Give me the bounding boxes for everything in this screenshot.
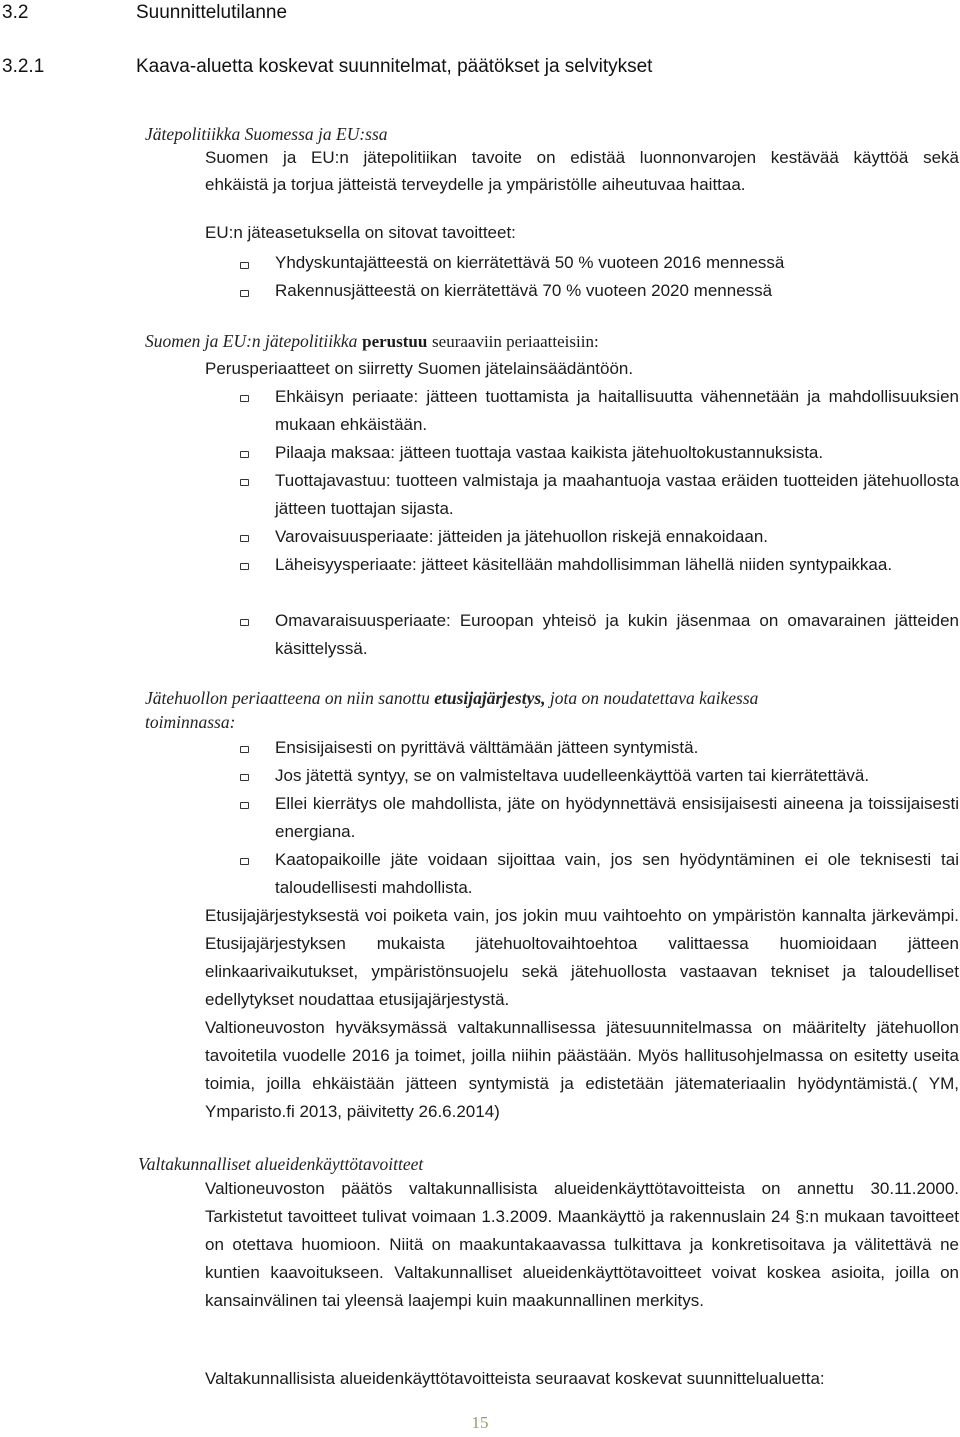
national-plan-paragraph: Valtioneuvoston hyväksymässä valtakunnallisessa jätesuunnitelmassa on määritelty jätehuollon tavoitetila vuodelle 2016 ja toimet, joilla niihin päästään. Myös hallitusohjelmassa on esitetty useita toimia, joilla ehkäistään jätteen syntymistä ja edistetään jätemateriaalin hyödyntämistä.( YM, Ymparisto.fi 2013, päivitetty 26.6.2014)	[205, 1018, 959, 1121]
list-item: Pilaaja maksaa: jätteen tuottaja vastaa kaikista jätehuoltokustannuksista.	[275, 443, 824, 462]
land-use-intro: Valtakunnallisista alueidenkäyttötavoitteista seuraavat koskevat suunnittelualuetta:	[205, 1369, 825, 1388]
section-title-land-use-goals: Valtakunnalliset alueidenkäyttötavoitteet	[138, 1154, 424, 1174]
para-line: Suomen ja EU:n jätepolitiikan tavoite on edistää luonnonvarojen kestävää käyttöä sekä	[205, 148, 959, 167]
section-title-waste-policy: Jätepolitiikka Suomessa ja EU:ssa	[145, 124, 388, 144]
principles-title-bold: perustuu	[362, 332, 428, 351]
para-line: ehkäistä ja torjua jätteistä terveydelle ja ympäristölle aiheutuvaa haittaa.	[205, 175, 746, 194]
list-item: Jos jätettä syntyy, se on valmisteltava uudelleenkäyttöä varten tai kierrätettävä.	[275, 766, 870, 785]
heading2-title: Kaava-aluetta koskevat suunnitelmat, päätökset ja selvitykset	[136, 56, 653, 77]
bullet-icon	[240, 535, 249, 542]
bullet-icon	[240, 479, 249, 486]
principles-title-italic: Suomen ja EU:n jätepolitiikka	[145, 331, 358, 351]
land-use-paragraph: Valtioneuvoston päätös valtakunnallisista alueidenkäyttötavoitteista on annettu 30.11.2000. Tarkistetut tavoitteet tulivat voimaan 1.3.2009. Maankäyttö ja rakennuslain 24 §:n mukaan tavoitteet on otettava huomioon. Niitä on maakuntakaavassa tulkittava ja konkretisoitava ja välitettävä ne kuntien kaavoitukseen. Valtakunnalliset alueidenkäyttötavoitteet voivat koskea asioita, joilla on kansainvälinen tai yleensä laajempi kuin maakunnallinen merkitys.	[205, 1179, 959, 1310]
bullet-icon	[240, 290, 249, 297]
principles-intro: Perusperiaatteet on siirretty Suomen jätelainsäädäntöön.	[205, 359, 634, 378]
priority-paragraph: Etusijajärjestyksestä voi poiketa vain, jos jokin muu vaihtoehto on ympäristön kannalta järkevämpi. Etusijajärjestyksen mukaista jätehuoltovaihtoehtoa valittaessa huomioidaan jätteen elinkaarivaikutukset, ympäristönsuojelu sekä jätehuollosta vastaavan tekniset ja taloudelliset edellytykset noudattaa etusijajärjestystä.	[205, 906, 959, 1009]
heading1-number: 3.2	[2, 2, 29, 23]
heading1-title: Suunnittelutilanne	[136, 2, 288, 23]
bullet-icon	[240, 774, 249, 781]
list-item: Läheisyysperiaate: jätteet käsitellään mahdollisimman lähellä niiden syntypaikkaa.	[275, 555, 893, 574]
list-item: Ensisijaisesti on pyrittävä välttämään jätteen syntymistä.	[275, 738, 699, 757]
bullet-icon	[240, 451, 249, 458]
bullet-icon	[240, 395, 249, 402]
priority-title-a: Jätehuollon periaatteena on niin sanottu	[145, 688, 430, 708]
targets-intro: EU:n jäteasetuksella on sitovat tavoitteet:	[205, 223, 516, 242]
priority-title-c: toiminnassa:	[145, 712, 236, 732]
heading2-number: 3.2.1	[2, 56, 45, 77]
list-item: Omavaraisuusperiaate: Euroopan yhteisö ja kukin jäsenmaa on omavarainen jätteiden käsittelyssä.	[275, 611, 959, 658]
principles-title-rest: seuraaviin periaatteisiin:	[432, 332, 599, 351]
list-item: Yhdyskuntajätteestä on kierrätettävä 50 % vuoteen 2016 mennessä	[275, 253, 785, 272]
list-item: Rakennusjätteestä on kierrätettävä 70 % vuoteen 2020 mennessä	[275, 281, 773, 300]
list-item: Tuottajavastuu: tuotteen valmistaja ja maahantuoja vastaa eräiden tuotteiden jätehuollosta jätteen tuottajan sijasta.	[275, 471, 959, 518]
list-item: Ehkäisyn periaate: jätteen tuottamista ja haitallisuutta vähennetään ja mahdollisuuksien mukaan ehkäistään.	[275, 387, 959, 434]
list-item: Varovaisuusperiaate: jätteiden ja jätehuollon riskejä ennakoidaan.	[275, 527, 769, 546]
list-item: Kaatopaikoille jäte voidaan sijoittaa vain, jos sen hyödyntäminen ei ole teknisesti tai taloudellisesti mahdollista.	[275, 850, 959, 897]
priority-title-bold: etusijajärjestys,	[434, 688, 546, 708]
bullet-icon	[240, 563, 249, 570]
section-title-priority	[145, 687, 758, 709]
bullet-icon	[240, 746, 249, 753]
section-title-principles	[145, 330, 599, 353]
bullet-icon	[240, 262, 249, 269]
bullet-icon	[240, 619, 249, 626]
list-item: Ellei kierrätys ole mahdollista, jäte on hyödynnettävä ensisijaisesti aineena ja toissijaisesti energiana.	[275, 794, 959, 841]
priority-title-b: jota on noudatettava kaikessa	[549, 688, 759, 708]
bullet-icon	[240, 858, 249, 865]
page-number: 15	[471, 1413, 489, 1432]
bullet-icon	[240, 802, 249, 809]
